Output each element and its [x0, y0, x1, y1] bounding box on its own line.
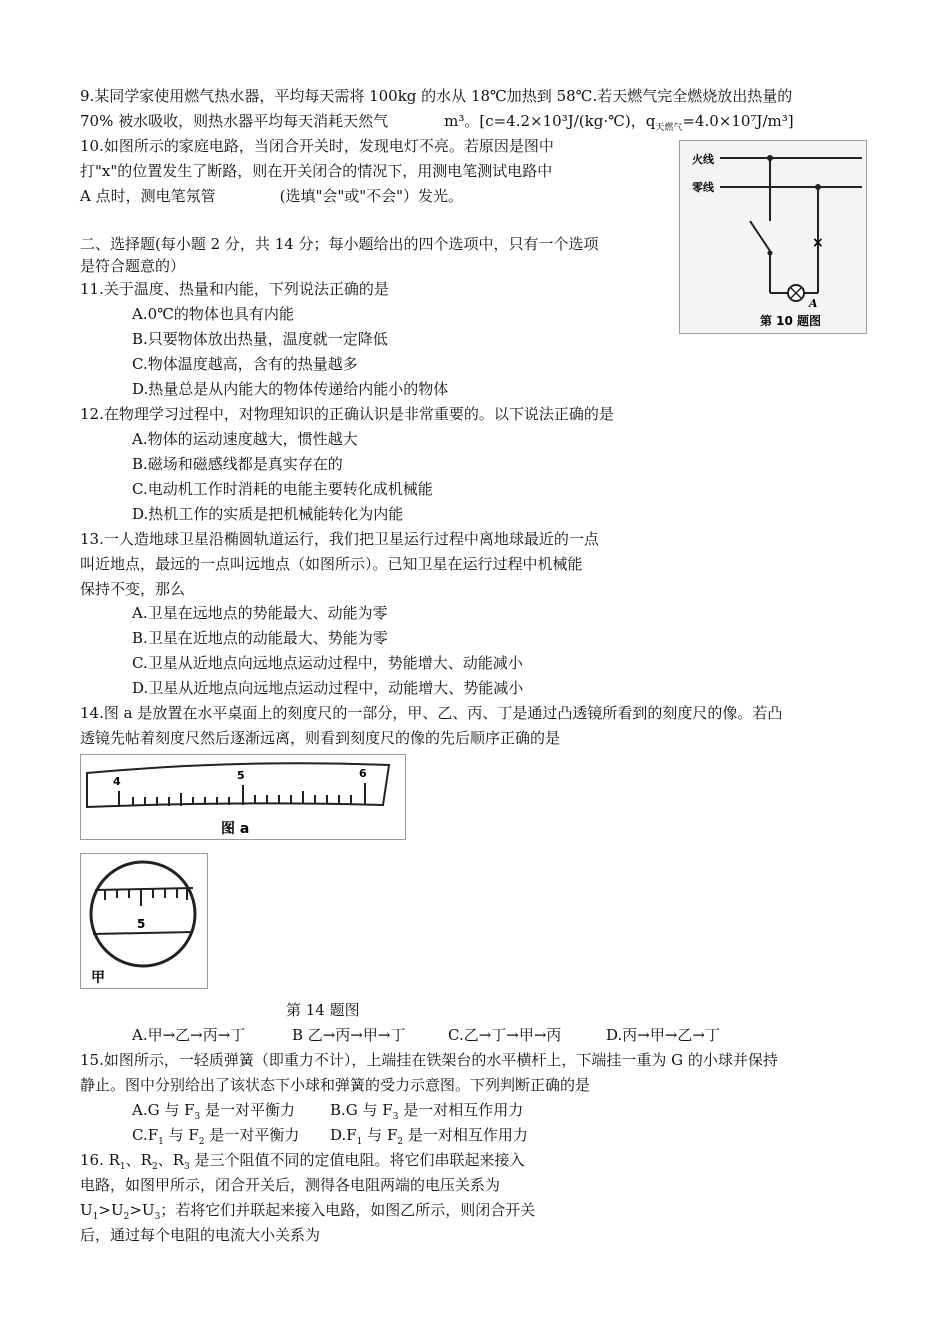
q15-a-post: 是一对平衡力 [200, 1101, 296, 1119]
q16-l3-c: >U [129, 1201, 155, 1219]
q10-circuit-figure [679, 140, 867, 334]
q11-option-b: B.只要物体放出热量，温度就一定降低 [132, 330, 388, 348]
q15-c-mid: 与 F [163, 1126, 199, 1144]
q10-break-mark: × [812, 235, 824, 251]
q14-option-a: A.甲→乙→丙→丁 [132, 1026, 246, 1044]
q15-d-post: 是一对相互作用力 [403, 1126, 528, 1144]
q10-figure-caption: 第 10 题图 [760, 314, 822, 328]
q16-line3 [80, 1200, 535, 1227]
q11-option-c: C.物体温度越高，含有的热量越多 [132, 355, 358, 373]
q16-line2: 电路，如图甲所示，闭合开关后，测得各电阻两端的电压关系为 [80, 1176, 501, 1194]
q12-option-d: D.热机工作的实质是把机械能转化为内能 [132, 505, 404, 523]
section2-line2: 是符合题意的） [80, 257, 186, 275]
q16-l3-a: U [80, 1201, 93, 1219]
q14-tick-label-5: 5 [237, 769, 245, 782]
q16-line4: 后，通过每个电阻的电流大小关系为 [80, 1226, 321, 1244]
q16-l3-s3: 3 [154, 1212, 161, 1222]
q13-option-d: D.卫星从近地点向远地点运动过程中，动能增大、势能减小 [132, 679, 524, 697]
q10-line3 [80, 186, 463, 206]
q15-d-sub1: 1 [356, 1137, 363, 1147]
section2-line1: 二、选择题(每小题 2 分，共 14 分；每小题给出的四个选项中，只有一个选项 [80, 235, 599, 253]
q16-l1-s1: 1 [119, 1162, 126, 1172]
q14-line2: 透镜先帖着刻度尺然后逐渐远离，则看到刻度尺的像的先后顺序正确的是 [80, 729, 561, 747]
q14-figure-jia [80, 853, 208, 989]
q10-switch-blade [750, 221, 770, 251]
q14-tick-label-4: 4 [113, 775, 121, 788]
q14-option-d: D.丙→甲→乙→丁 [606, 1026, 720, 1044]
q10-line3-b: (选填"会"或"不会"）发光。 [279, 187, 464, 205]
q9-line2 [80, 111, 794, 138]
q11-option-a: A.0℃的物体也具有内能 [132, 305, 294, 323]
q16-l3-s1: 1 [92, 1212, 99, 1222]
q15-b-post: 是一对相互作用力 [398, 1101, 524, 1119]
q15-b-pre: B.G 与 F [330, 1101, 393, 1119]
q14-lens-tick-label: 5 [137, 917, 146, 931]
q14-lens-svg [81, 854, 207, 988]
q13-option-c: C.卫星从近地点向远地点运动过程中，势能增大、动能减小 [132, 654, 523, 672]
q9-line2-b: m³。[c=4.2×10³J/(kg·℃)，q [444, 112, 656, 130]
q15-b-sub: 3 [392, 1112, 399, 1122]
q15-a-sub: 3 [194, 1112, 201, 1122]
q10-point-a: A [809, 297, 818, 310]
q10-fire-label: 火线 [692, 153, 714, 166]
q15-line2: 静止。图中分别给出了该状态下小球和弹簧的受力示意图。下列判断正确的是 [80, 1076, 591, 1094]
q14-option-c: C.乙→丁→甲→丙 [448, 1026, 562, 1044]
q16-l3-d: ；若将它们并联起来接入电路，如图乙所示，则闭合开关 [160, 1201, 536, 1219]
q14-tick-label-6: 6 [359, 767, 367, 780]
q16-l1-b: 、R [125, 1151, 152, 1169]
q10-line2: 打"x"的位置发生了断路，则在开关闭合的情况下，用测电笔测试电路中 [80, 162, 553, 180]
q16-l1-d: 是三个阻值不同的定值电阻。将它们串联起来接入 [189, 1151, 525, 1169]
q15-c-sub1: 1 [158, 1137, 164, 1147]
q14-ruler-svg [81, 755, 405, 839]
q13-line2: 叫近地点，最远的一点叫远地点（如图所示）。已知卫星在运行过程中机械能 [80, 555, 583, 573]
q10-zero-label: 零线 [692, 181, 714, 194]
q14-figure-a [80, 754, 406, 840]
q13-option-a: A.卫星在远地点的势能最大、动能为零 [132, 604, 388, 622]
q12-stem: 12.在物理学习过程中，对物理知识的正确认识是非常重要的。以下说法正确的是 [80, 405, 614, 423]
q13-option-b: B.卫星在近地点的动能最大、势能为零 [132, 629, 388, 647]
q13-line3: 保持不变，那么 [80, 580, 186, 598]
q15-option-b [330, 1100, 523, 1127]
q10-line1: 10.如图所示的家庭电路，当闭合开关时，发现电灯不亮。若原因是图中 [80, 137, 554, 155]
q14-option-b: B 乙→丙→甲→丁 [292, 1026, 406, 1044]
q14-figure-caption: 第 14 题图 [286, 1001, 360, 1019]
q16-l1-s3: 3 [183, 1162, 190, 1172]
q12-option-a: A.物体的运动速度越大，惯性越大 [132, 430, 358, 448]
q16-l3-s2: 2 [123, 1212, 130, 1222]
q15-c-post: 是一对平衡力 [204, 1126, 300, 1144]
q14-line1: 14.图 a 是放置在水平桌面上的刻度尺的一部分，甲、乙、丙、丁是通过凸透镜所看到的刻度尺的像。若凸 [80, 704, 783, 722]
q16-l1-s2: 2 [151, 1162, 158, 1172]
q14-jia-caption: 甲 [91, 970, 105, 986]
q12-option-c: C.电动机工作时消耗的电能主要转化成机械能 [132, 480, 433, 498]
q11-option-d: D.热量总是从内能大的物体传递给内能小的物体 [132, 380, 449, 398]
q13-line1: 13.一人造地球卫星沿椭圆轨道运行，我们把卫星运行过程中离地球最近的一点 [80, 530, 599, 548]
q16-line1 [80, 1150, 525, 1177]
q15-c-pre: C.F [132, 1126, 159, 1144]
q15-d-mid: 与 F [362, 1126, 398, 1144]
q9-line2-c: =4.0×10⁷J/m³] [682, 112, 794, 130]
q16-l1-c: 、R [157, 1151, 184, 1169]
q16-l3-b: >U [98, 1201, 124, 1219]
q15-option-a [132, 1100, 295, 1127]
q9-line1: 9.某同学家使用燃气热水器，平均每天需将 100kg 的水从 18℃加热到 58℃.若天燃气完全燃烧放出热量的 [80, 87, 793, 105]
q11-stem: 11.关于温度、热量和内能，下列说法正确的是 [80, 280, 389, 298]
q10-line3-a: A 点时，测电笔氖管 [80, 187, 216, 205]
q15-a-pre: A.G 与 F [132, 1101, 195, 1119]
q9-q-sub: 天燃气 [655, 123, 683, 133]
q15-line1: 15.如图所示，一轻质弹簧（即重力不计），上端挂在铁架台的水平横杆上，下端挂一重为 G 的小球并保持 [80, 1051, 778, 1069]
q16-l1-a: 16. R [80, 1151, 120, 1169]
q15-d-pre: D.F [330, 1126, 357, 1144]
q14-fig-a-caption: 图 a [221, 821, 250, 837]
q12-option-b: B.磁场和磁感线都是真实存在的 [132, 455, 343, 473]
q15-option-d [330, 1125, 528, 1152]
q15-d-sub2: 2 [397, 1137, 404, 1147]
q9-line2-a: 70% 被水吸收，则热水器平均每天消耗天然气 [80, 112, 389, 130]
q10-circuit-svg [680, 141, 866, 333]
q15-option-c [132, 1125, 299, 1152]
q14-lens-circle [91, 862, 195, 966]
q15-c-sub2: 2 [198, 1137, 205, 1147]
